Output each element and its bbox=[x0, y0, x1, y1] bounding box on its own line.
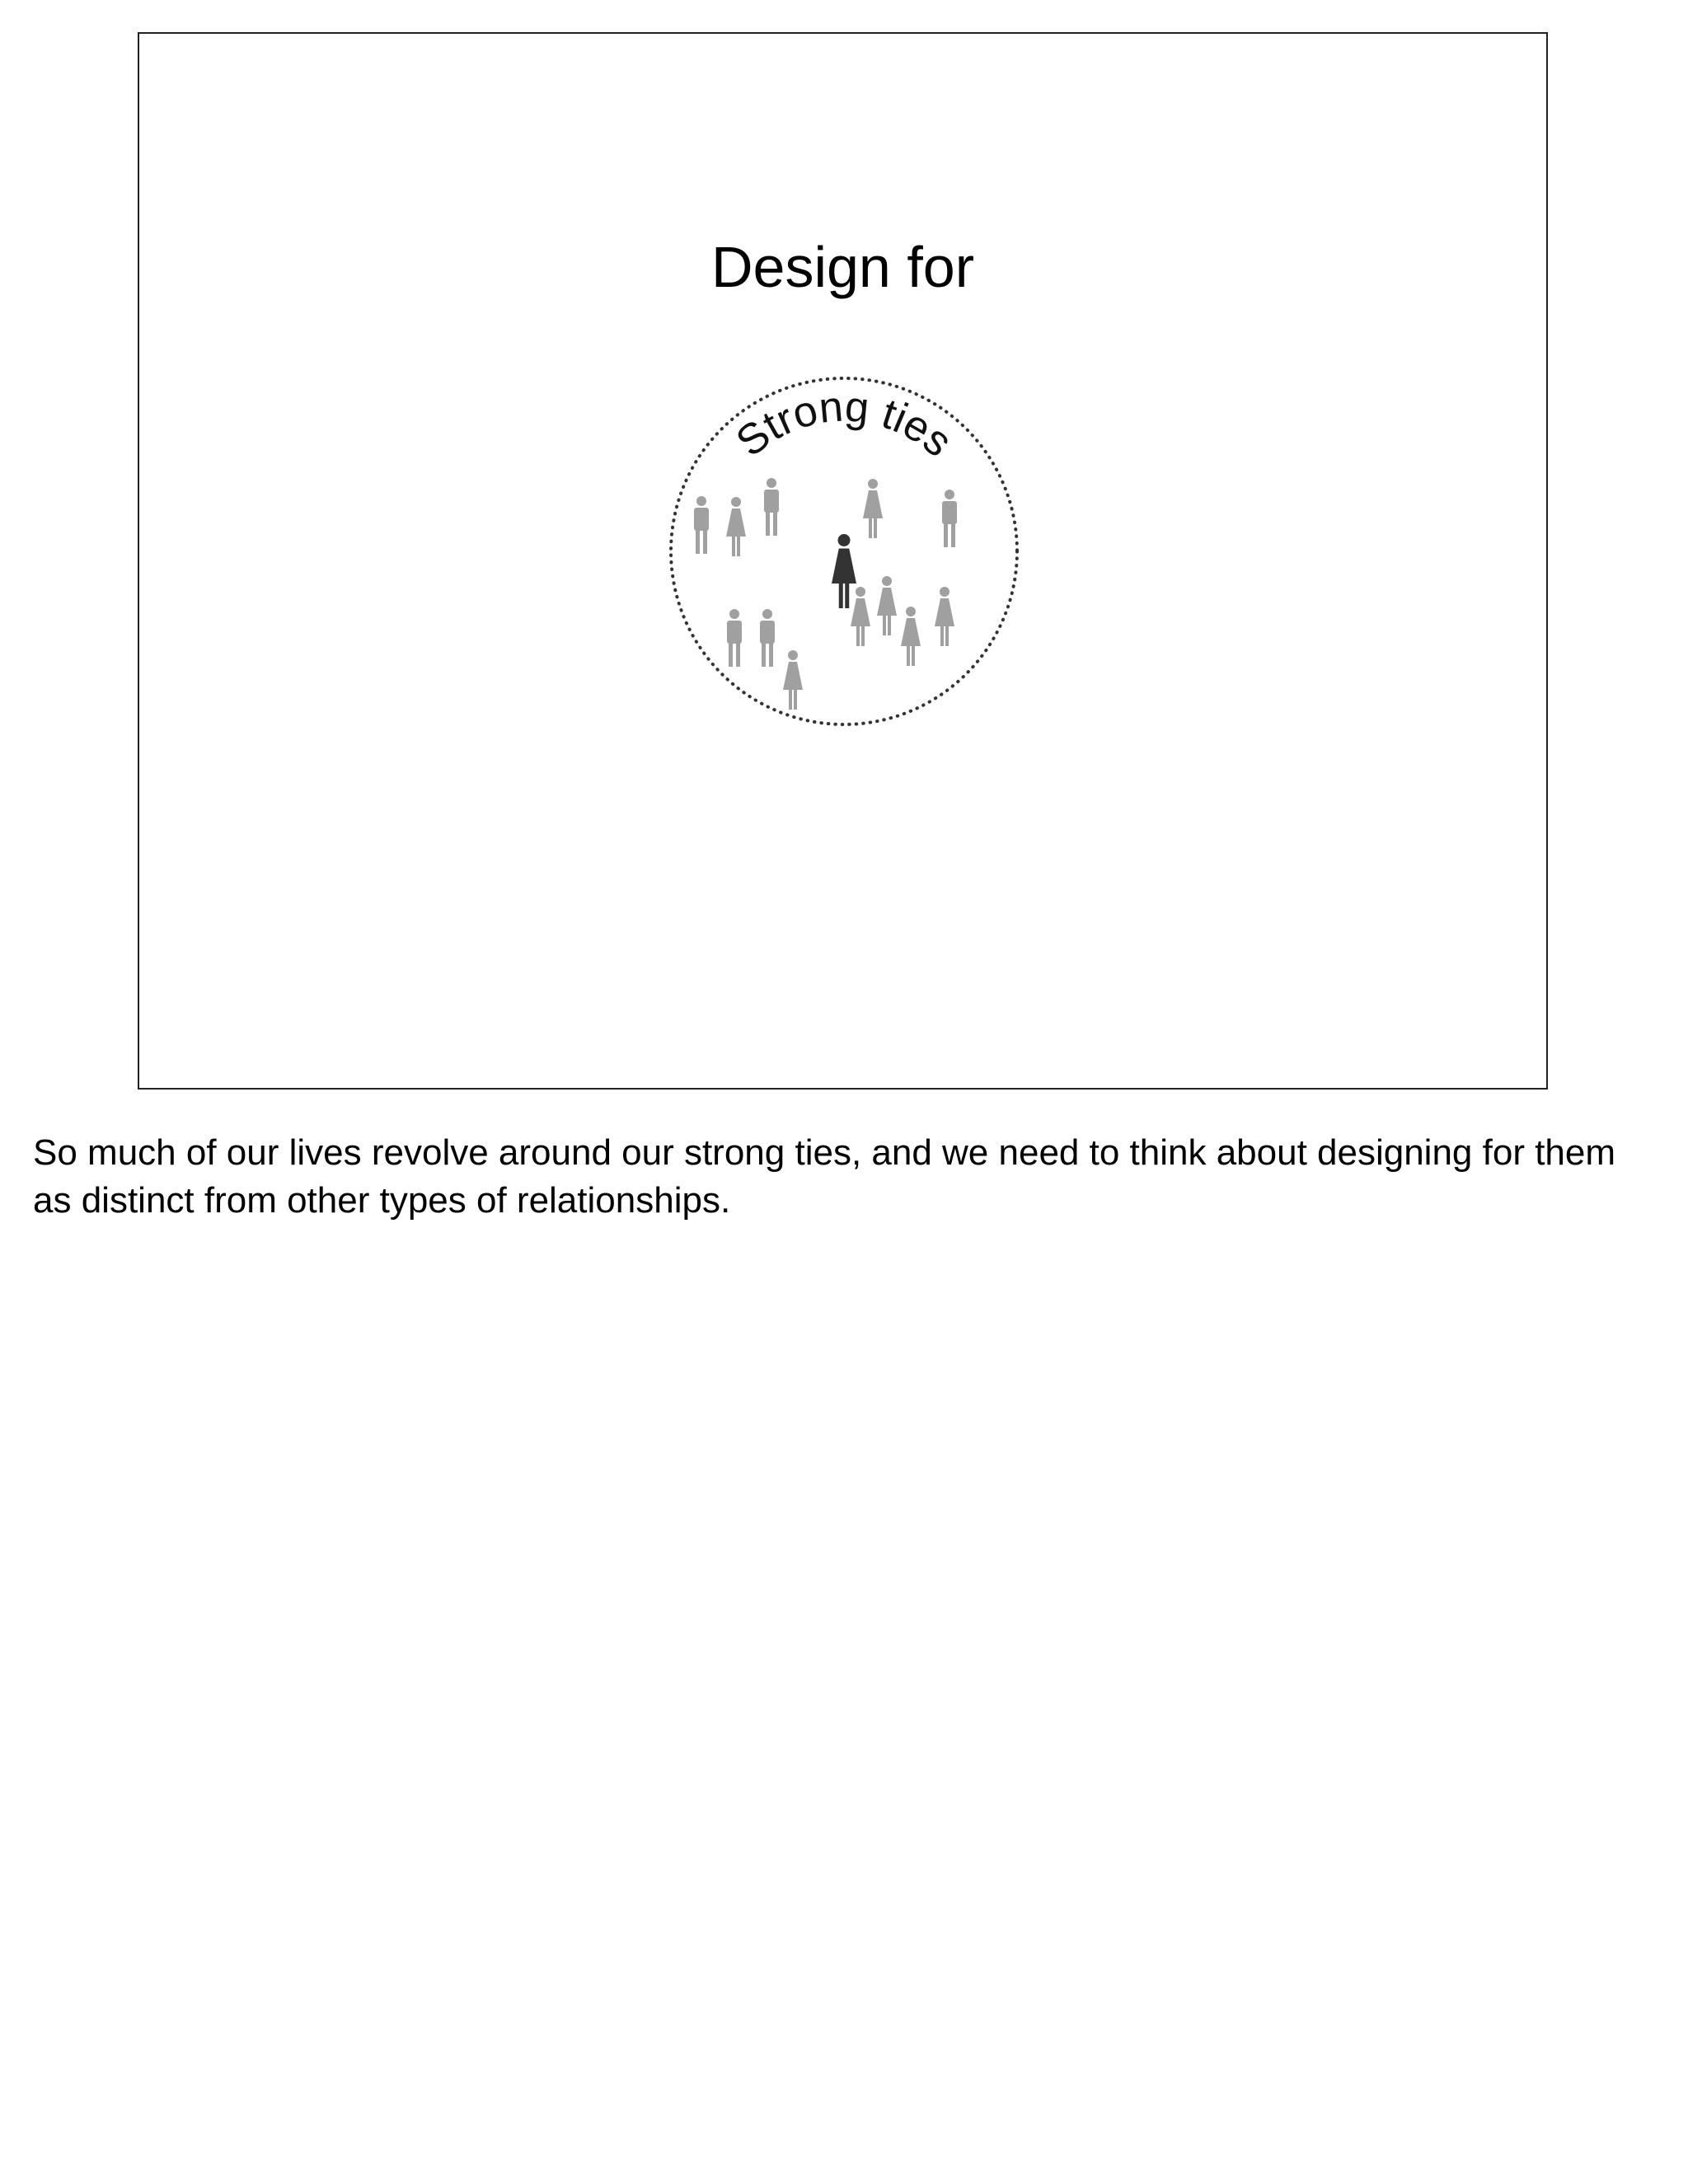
strong-ties-diagram bbox=[654, 363, 1034, 743]
slide-title: Design for bbox=[710, 235, 975, 299]
people-group bbox=[694, 478, 957, 710]
person-gray-icon bbox=[727, 609, 742, 667]
person-gray-icon bbox=[901, 607, 921, 666]
person-gray-icon bbox=[783, 650, 803, 710]
person-gray-icon bbox=[942, 490, 957, 547]
person-gray-icon bbox=[760, 609, 775, 667]
slide-frame bbox=[138, 32, 1548, 1090]
person-female-dark-icon bbox=[832, 534, 856, 608]
person-gray-icon bbox=[726, 497, 746, 556]
person-gray-icon bbox=[877, 576, 897, 635]
person-gray-icon bbox=[863, 479, 883, 538]
speaker-notes: So much of our lives revolve around our strong ties, and we need to think about designing for them as distinct from other types of relationships. bbox=[33, 1132, 1616, 1221]
person-gray-icon bbox=[694, 496, 709, 554]
person-gray-icon bbox=[935, 587, 954, 646]
person-gray-icon bbox=[851, 587, 870, 646]
person-gray-icon bbox=[764, 478, 779, 536]
circle-label: Strong ties bbox=[727, 382, 962, 466]
